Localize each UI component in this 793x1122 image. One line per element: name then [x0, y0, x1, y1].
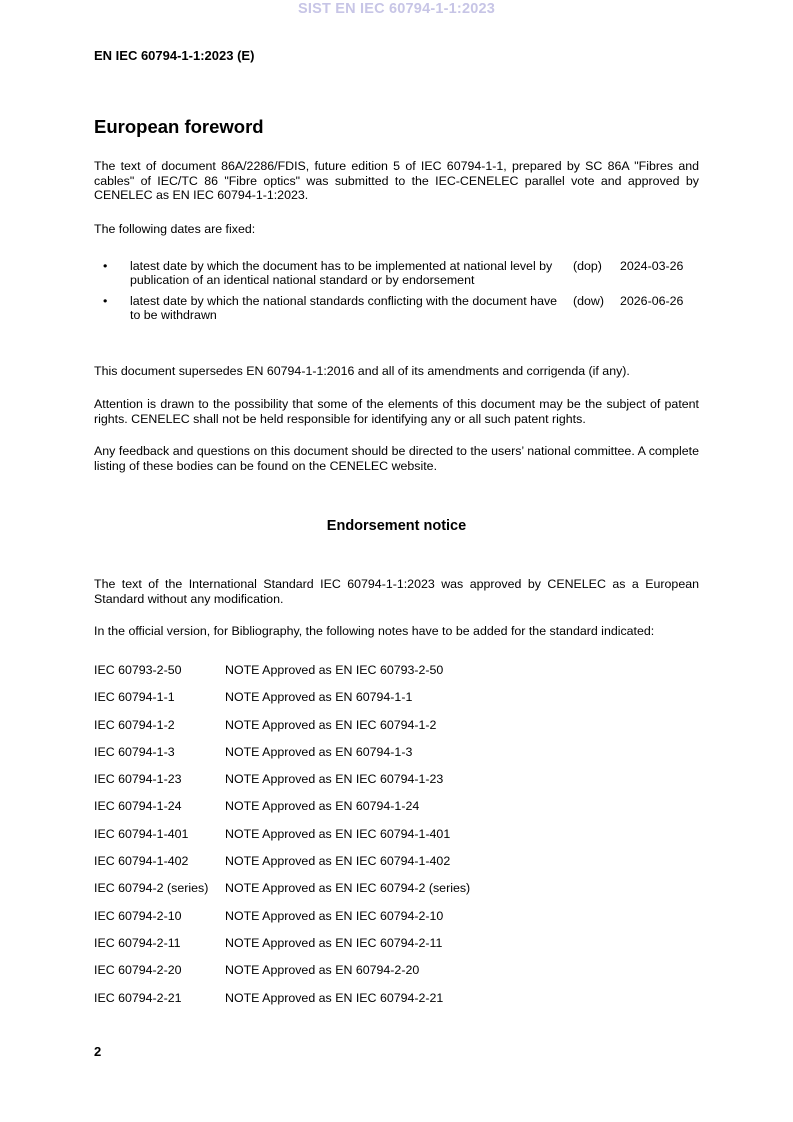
note-row [94, 718, 699, 745]
note-text: NOTE Approved as EN IEC 60794-2-11 [225, 935, 443, 950]
note-standard: IEC 60794-1-401 [94, 826, 189, 841]
foreword-paragraph-4: Attention is drawn to the possibility that some of the elements of this document may be the subject of patent rights. CENELEC shall not be held responsible for identifying any or all such patent rights. [94, 397, 699, 426]
note-text: NOTE Approved as EN IEC 60794-1-402 [225, 854, 451, 869]
note-text: NOTE Approved as EN 60794-1-24 [225, 799, 420, 814]
note-text: NOTE Approved as EN 60794-1-3 [225, 744, 413, 759]
note-standard: IEC 60794-1-1 [94, 690, 175, 705]
document-id: EN IEC 60794-1-1:2023 (E) [94, 48, 255, 63]
note-row [94, 799, 699, 826]
note-standard: IEC 60794-2-11 [94, 935, 181, 950]
note-text: NOTE Approved as EN IEC 60794-1-23 [225, 772, 444, 787]
fixed-date-code: (dow) [573, 293, 604, 308]
fixed-date-code: (dop) [573, 259, 602, 273]
note-row [94, 909, 699, 936]
note-text: NOTE Approved as EN IEC 60794-1-401 [225, 826, 451, 841]
fixed-date-description: latest date by which the document has to be implemented at national level by publication of an identical national standard or by endorsement [130, 259, 553, 288]
foreword-paragraph-3: This document supersedes EN 60794-1-1:2016 and all of its amendments and corrigenda (if any). [94, 364, 630, 378]
note-row [94, 772, 699, 799]
fixed-date-value: 2024-03-26 [620, 259, 684, 273]
note-text: NOTE Approved as EN IEC 60794-1-2 [225, 717, 437, 732]
note-row [94, 745, 699, 772]
endorsement-paragraph-2: In the official version, for Bibliography, the following notes have to be added for the standard indicated: [94, 624, 655, 638]
note-standard: IEC 60794-1-3 [94, 744, 175, 759]
note-standard: IEC 60794-1-402 [94, 854, 189, 869]
note-row [94, 936, 699, 963]
note-row [94, 854, 699, 881]
note-text: NOTE Approved as EN IEC 60794-2-10 [225, 908, 444, 923]
fixed-date-description: latest date by which the national standards conflicting with the document have to be withdrawn [130, 293, 558, 323]
note-row [94, 991, 699, 1018]
note-standard: IEC 60794-1-23 [94, 772, 182, 787]
note-text: NOTE Approved as EN IEC 60793-2-50 [225, 663, 444, 677]
note-row [94, 690, 699, 717]
bibliography-notes [94, 663, 699, 1018]
bullet-marker: • [103, 259, 108, 273]
note-text: NOTE Approved as EN IEC 60794-2 (series) [225, 881, 471, 896]
fixed-date-item-dop [94, 259, 699, 288]
note-row [94, 963, 699, 990]
note-row [94, 827, 699, 854]
note-text: NOTE Approved as EN IEC 60794-2-21 [225, 990, 444, 1005]
foreword-paragraph-1: The text of document 86A/2286/FDIS, future edition 5 of IEC 60794-1-1, prepared by SC 86A "Fibres and cables" of IEC/TC 86 "Fibre optics" was submitted to the IEC-CENELEC parallel vote and approved by CENELEC as EN IEC 60794-1-1:2023. [94, 159, 699, 203]
note-standard: IEC 60794-2 (series) [94, 881, 209, 896]
fixed-dates-list [94, 259, 699, 329]
foreword-title: European foreword [94, 116, 264, 137]
watermark-header: SIST EN IEC 60794-1-1:2023 [297, 1, 496, 17]
page-number: 2 [94, 1044, 102, 1059]
note-standard: IEC 60794-1-24 [94, 799, 182, 814]
endorsement-title: Endorsement notice [326, 518, 467, 534]
endorsement-paragraph-1: The text of the International Standard IEC 60794-1-1:2023 was approved by CENELEC as a European Standard without any modification. [94, 577, 699, 606]
fixed-date-value: 2026-06-26 [620, 293, 684, 308]
note-standard: IEC 60794-1-2 [94, 717, 175, 732]
note-standard: IEC 60793-2-50 [94, 663, 182, 677]
fixed-date-item-dow [94, 294, 699, 323]
note-standard: IEC 60794-2-20 [94, 963, 182, 978]
foreword-paragraph-2: The following dates are fixed: [94, 222, 256, 236]
note-standard: IEC 60794-2-21 [94, 990, 182, 1005]
note-row [94, 881, 699, 908]
bullet-marker: • [103, 293, 108, 308]
note-text: NOTE Approved as EN 60794-2-20 [225, 963, 420, 978]
note-text: NOTE Approved as EN 60794-1-1 [225, 690, 413, 705]
foreword-paragraph-5: Any feedback and questions on this document should be directed to the users’ national committee. A complete listing of these bodies can be found on the CENELEC website. [94, 444, 699, 473]
note-standard: IEC 60794-2-10 [94, 908, 182, 923]
note-row [94, 663, 699, 690]
